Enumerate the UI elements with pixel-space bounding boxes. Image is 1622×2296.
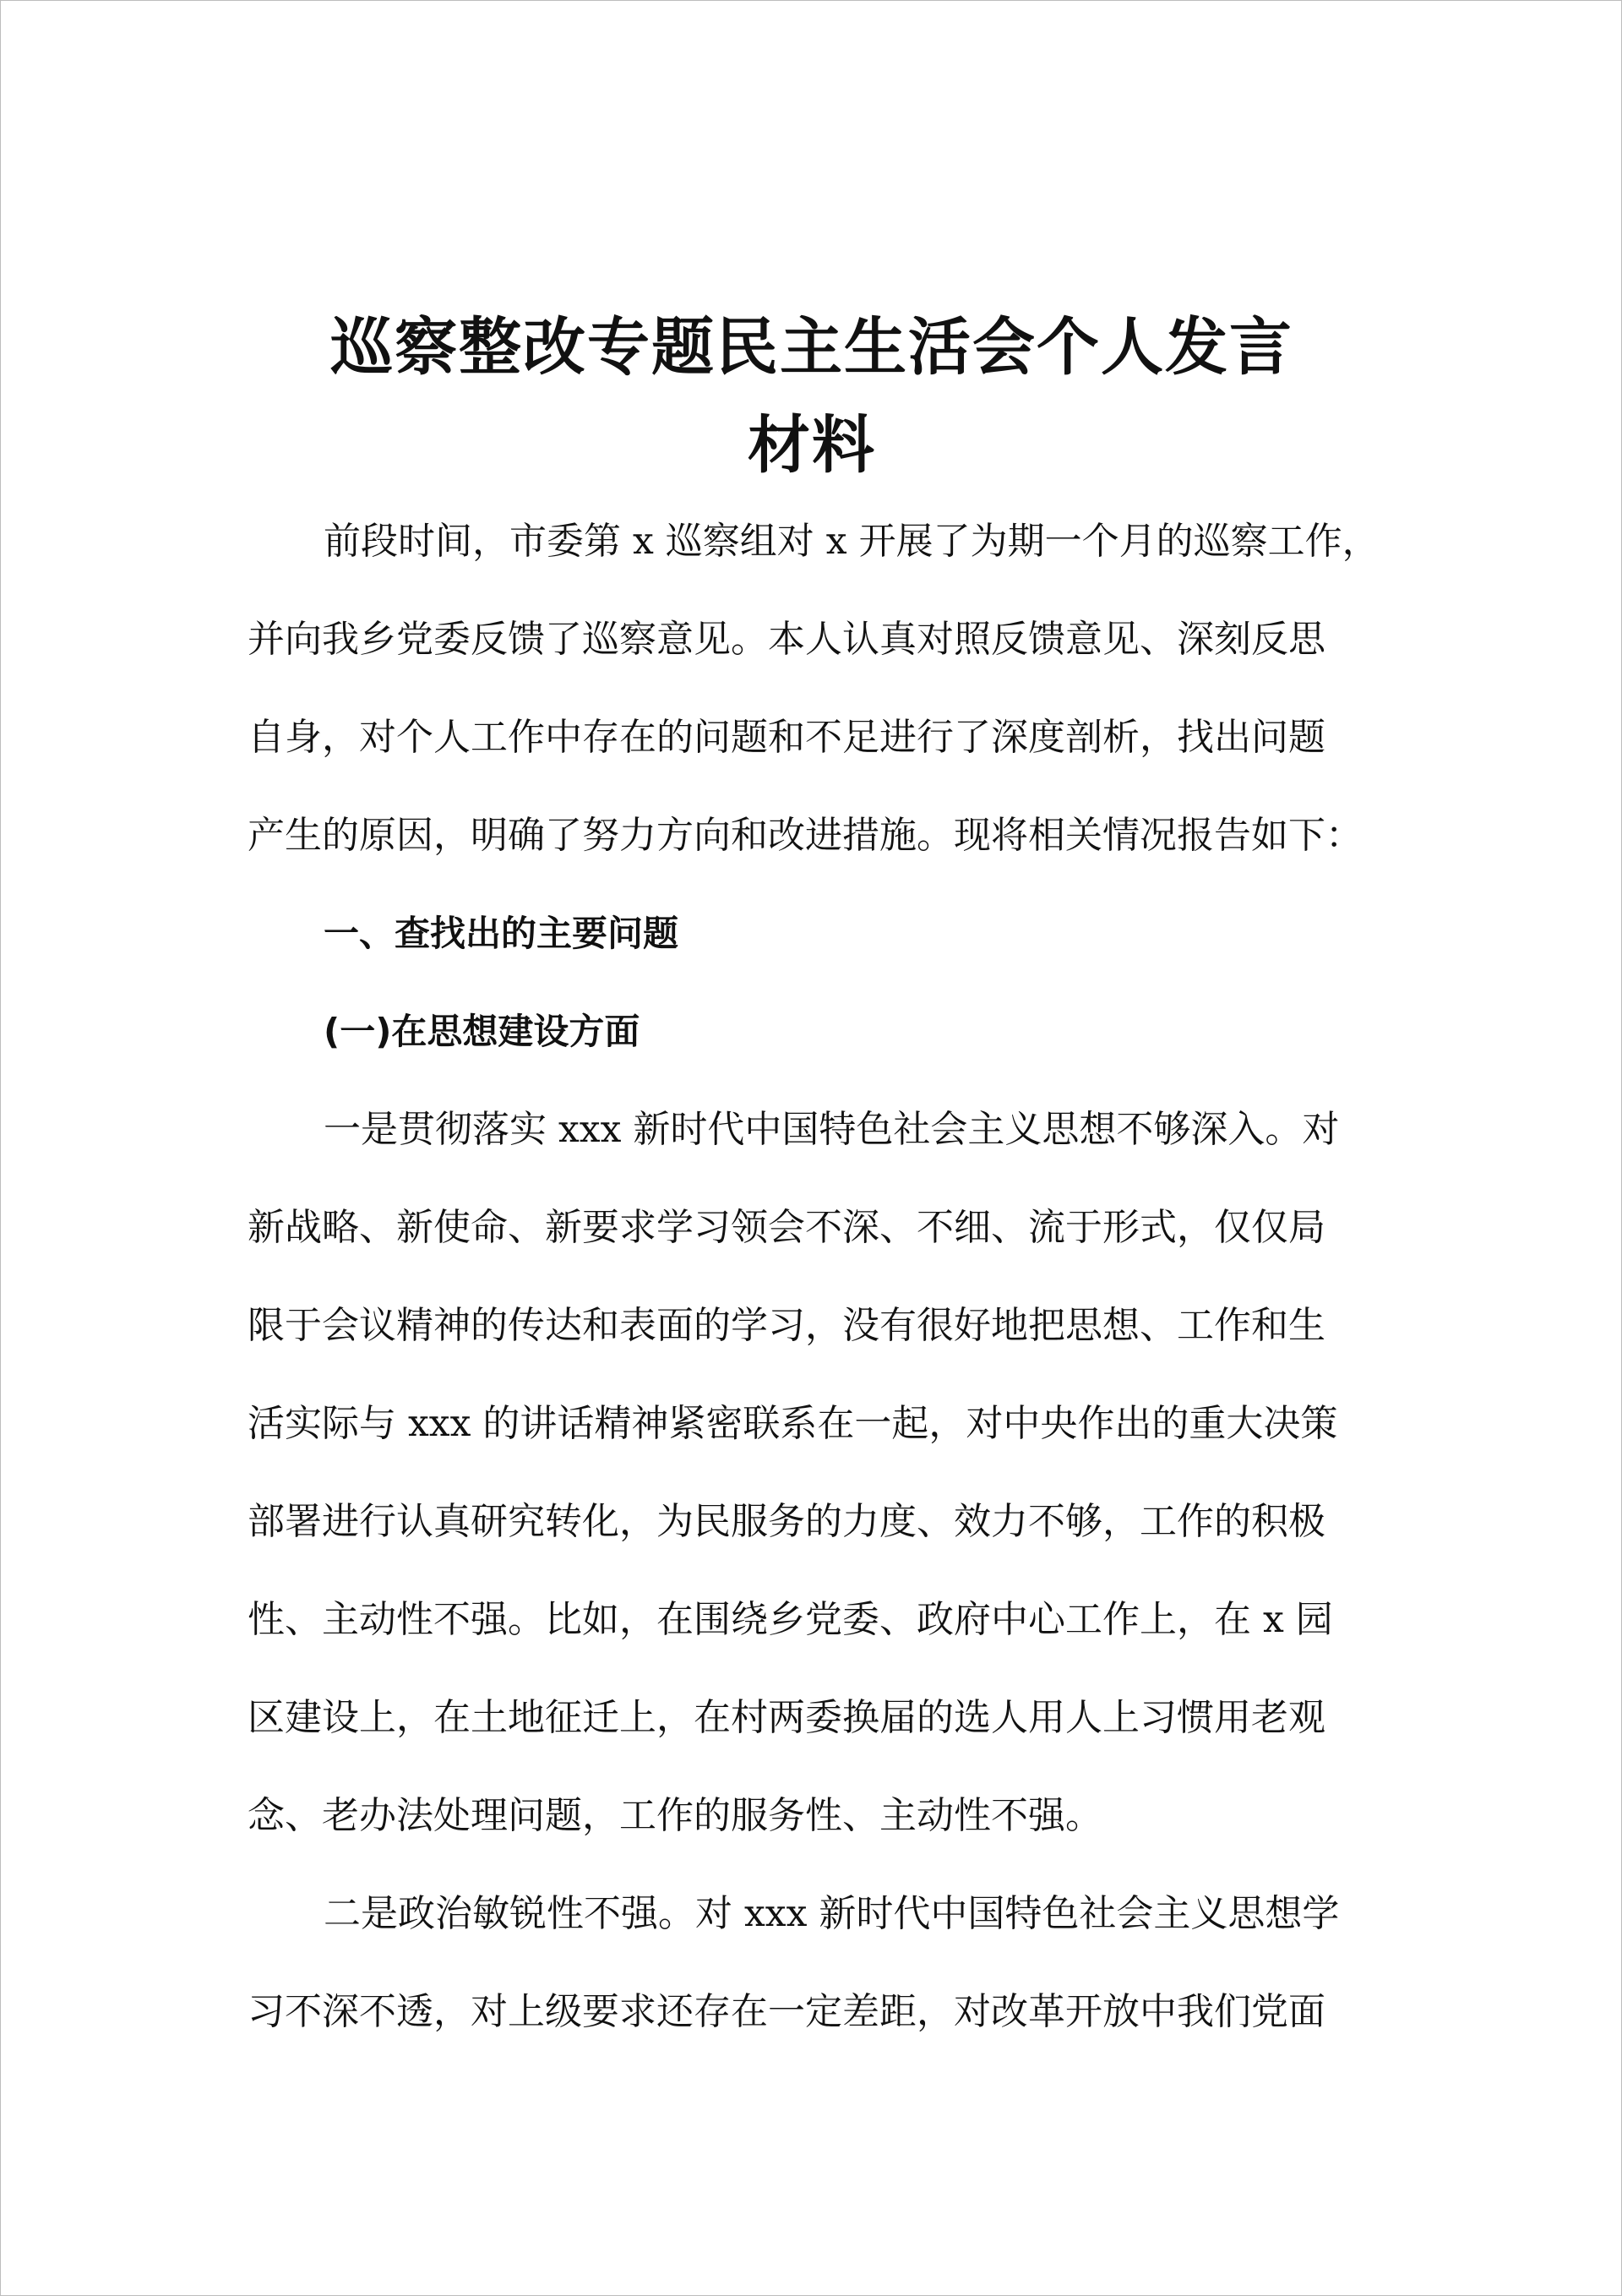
paragraph-line: 限于会议精神的传达和表面的学习，没有很好地把思想、工作和生 (248, 1304, 1325, 1347)
document-title-line-2: 材料 (748, 409, 876, 482)
paragraph-line: 二是政治敏锐性不强。对 xxx 新时代中国特色社会主义思想学 (324, 1892, 1340, 1935)
paragraph-line: 前段时间，市委第 x 巡察组对 x 开展了为期一个月的巡察工作， (324, 520, 1380, 563)
section-heading: 一、查找出的主要问题 (324, 913, 679, 954)
subsection-heading: (一)在思想建设方面 (324, 1011, 640, 1052)
paragraph-line: 产生的原因，明确了努力方向和改进措施。现将相关情况报告如下： (248, 814, 1363, 857)
paragraph-line: 活实际与 xxx 的讲话精神紧密联系在一起，对中央作出的重大决策 (248, 1402, 1338, 1445)
paragraph-line: 习不深不透，对上级要求还存在一定差距，对改革开放中我们党面 (248, 1990, 1325, 2033)
paragraph-line: 区建设上，在土地征迁上，在村两委换届的选人用人上习惯用老观 (248, 1696, 1325, 1739)
document-title-line-1: 巡察整改专题民主生活会个人发言 (330, 311, 1293, 384)
paragraph-line: 一是贯彻落实 xxx 新时代中国特色社会主义思想不够深入。对 (324, 1108, 1340, 1151)
paragraph-line: 新战略、新使命、新要求学习领会不深、不细、流于形式，仅仅局 (248, 1206, 1325, 1249)
paragraph-line: 部署进行认真研究转化，为民服务的力度、效力不够，工作的积极 (248, 1500, 1325, 1543)
paragraph-line: 自身，对个人工作中存在的问题和不足进行了深度剖析，找出问题 (248, 716, 1325, 759)
paragraph-line: 念、老办法处理问题，工作的服务性、主动性不强。 (248, 1794, 1102, 1837)
paragraph-line: 并向我乡党委反馈了巡察意见。本人认真对照反馈意见、深刻反思 (248, 618, 1325, 661)
paragraph-line: 性、主动性不强。比如，在围绕乡党委、政府中心工作上，在 x 园 (248, 1598, 1333, 1641)
